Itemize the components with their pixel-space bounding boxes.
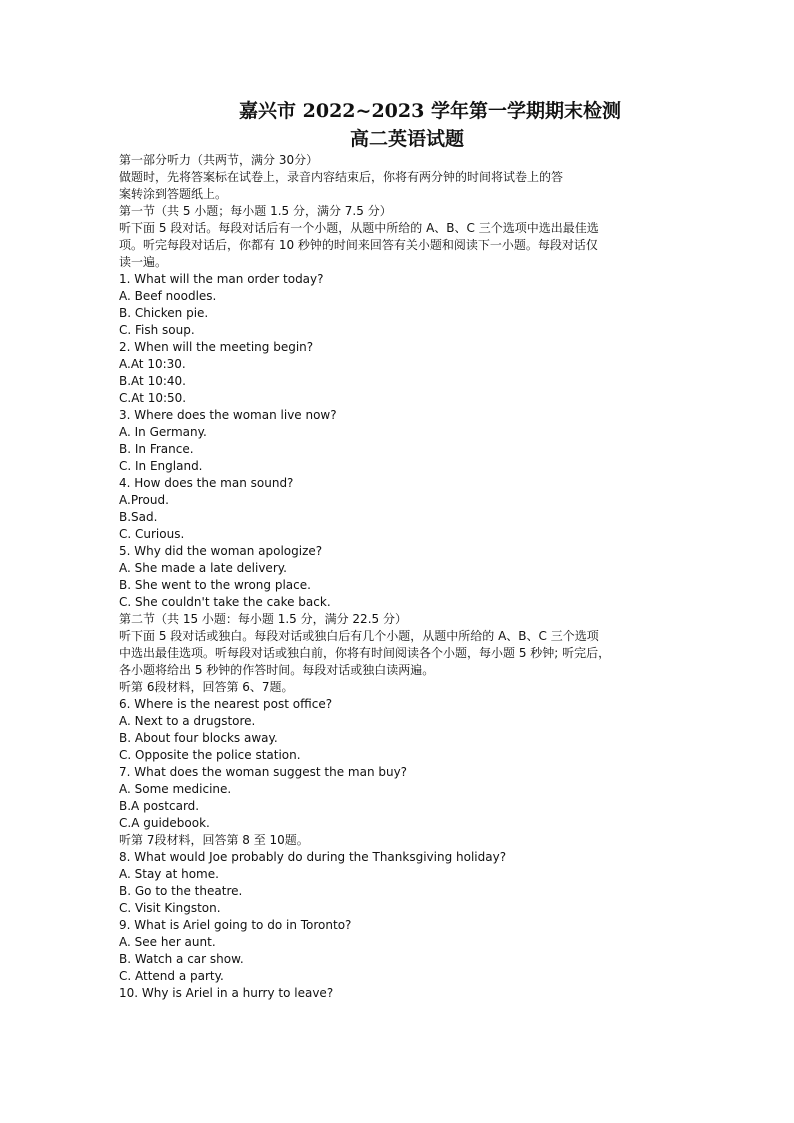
- text-line: B.At 10:40.: [119, 374, 186, 388]
- text-line: A. Some medicine.: [119, 782, 232, 796]
- text-line: 10. Why is Ariel in a hurry to leave?: [119, 986, 334, 1000]
- text-line: 3. Where does the woman live now?: [119, 408, 337, 422]
- text-line: 听下面 5 段对话或独白。每段对话或独白后有几个小题，从题中所给的 A、B、C 三个选项: [119, 629, 599, 643]
- text-line: C. She couldn't take the cake back.: [119, 595, 331, 609]
- text-line: C. Curious.: [119, 527, 185, 541]
- text-line: 项。听完每段对话后，你都有 10 秒钟的时间来回答有关小题和阅读下一小题。每段对话仅: [119, 238, 598, 252]
- text-line: B. Watch a car show.: [119, 952, 244, 966]
- text-line: B. She went to the wrong place.: [119, 578, 311, 592]
- text-line: 听第 7段材料，回答第 8 至 10题。: [119, 833, 309, 847]
- text-line: 2. When will the meeting begin?: [119, 340, 314, 354]
- text-line: 9. What is Ariel going to do in Toronto?: [119, 918, 352, 932]
- text-line: B.Sad.: [119, 510, 158, 524]
- text-line: B. Chicken pie.: [119, 306, 209, 320]
- text-line: A. See her aunt.: [119, 935, 216, 949]
- text-line: A. Next to a drugstore.: [119, 714, 256, 728]
- text-line: 4. How does the man sound?: [119, 476, 294, 490]
- text-line: A.Proud.: [119, 493, 169, 507]
- text-line: B.A postcard.: [119, 799, 200, 813]
- text-line: C. Attend a party.: [119, 969, 224, 983]
- text-line: 各小题将给出 5 秒钟的作答时间。每段对话或独白读两遍。: [119, 663, 435, 677]
- text-line: 5. Why did the woman apologize?: [119, 544, 323, 558]
- text-line: C. Fish soup.: [119, 323, 195, 337]
- exam-title: 嘉兴市 2022~2023 学年第一学期期末检测: [239, 100, 621, 122]
- text-line: 做题时，先将答案标在试卷上，录音内容结束后，你将有两分钟的时间将试卷上的答: [119, 170, 564, 184]
- text-line: B. About four blocks away.: [119, 731, 278, 745]
- text-line: C.At 10:50.: [119, 391, 187, 405]
- exam-subtitle: 高二英语试题: [349, 128, 464, 150]
- text-line: 第一节（共 5 小题；每小题 1.5 分，满分 7.5 分）: [119, 204, 392, 218]
- text-line: 读一遍。: [119, 255, 168, 269]
- text-line: 第一部分听力（共两节，满分 30分）: [119, 153, 319, 167]
- text-line: B. Go to the theatre.: [119, 884, 243, 898]
- text-line: 8. What would Joe probably do during the Thanksgiving holiday?: [119, 850, 507, 864]
- text-line: A. Stay at home.: [119, 867, 219, 881]
- text-line: B. In France.: [119, 442, 194, 456]
- text-line: 听下面 5 段对话。每段对话后有一个小题，从题中所给的 A、B、C 三个选项中选出最佳选: [119, 221, 599, 235]
- text-line: 1. What will the man order today?: [119, 272, 324, 286]
- text-line: A. In Germany.: [119, 425, 207, 439]
- text-line: 案转涂到答题纸上。: [119, 187, 228, 201]
- text-line: C. Opposite the police station.: [119, 748, 301, 762]
- text-line: A. She made a late delivery.: [119, 561, 287, 575]
- text-line: C. In England.: [119, 459, 203, 473]
- text-line: C. Visit Kingston.: [119, 901, 221, 915]
- text-line: 6. Where is the nearest post office?: [119, 697, 333, 711]
- text-line: 7. What does the woman suggest the man buy?: [119, 765, 408, 779]
- text-line: 听第 6段材料，回答第 6、7题。: [119, 680, 294, 694]
- text-line: 中选出最佳选项。听每段对话或独白前，你将有时间阅读各个小题，每小题 5 秒钟; 听完后，: [119, 646, 611, 660]
- text-line: A. Beef noodles.: [119, 289, 217, 303]
- text-line: A.At 10:30.: [119, 357, 186, 371]
- text-line: C.A guidebook.: [119, 816, 210, 830]
- text-line: 第二节（共 15 小题：每小题 1.5 分，满分 22.5 分）: [119, 612, 407, 626]
- exam-body: [119, 152, 681, 1002]
